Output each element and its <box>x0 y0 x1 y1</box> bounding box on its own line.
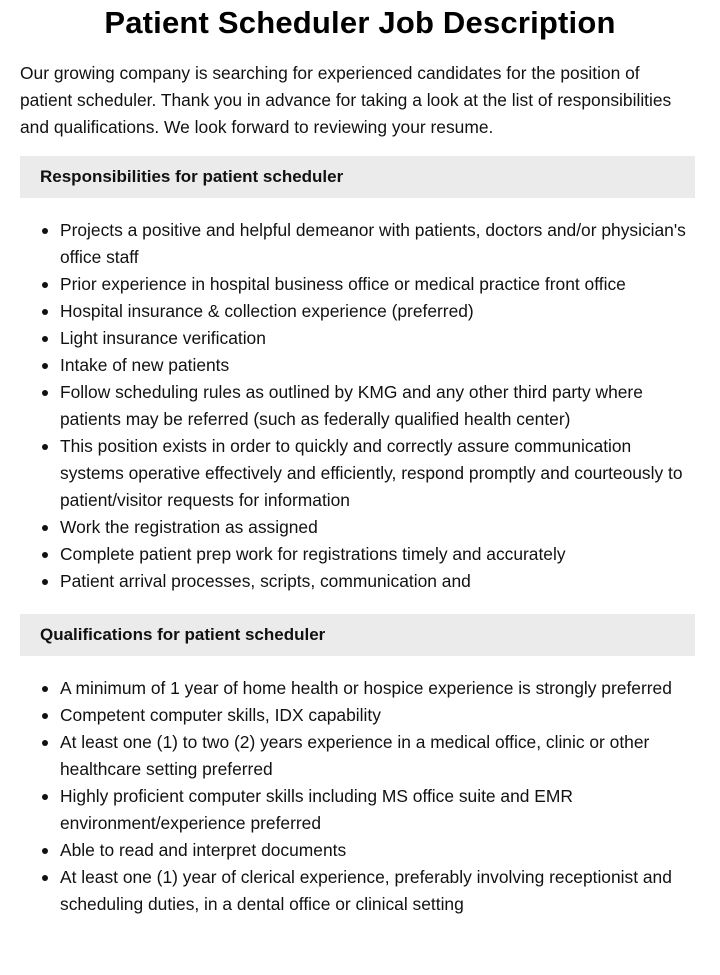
list-item: Complete patient prep work for registrations timely and accurately <box>20 541 695 568</box>
list-item: Patient arrival processes, scripts, communication and <box>20 568 695 595</box>
bullet-icon <box>42 848 48 854</box>
list-item: Intake of new patients <box>20 352 695 379</box>
bullet-icon <box>42 363 48 369</box>
bullet-icon <box>42 686 48 692</box>
list-item: Highly proficient computer skills including MS office suite and EMR environment/experience preferred <box>20 783 695 837</box>
bullet-icon <box>42 336 48 342</box>
bullet-icon <box>42 390 48 396</box>
qualifications-list <box>20 675 695 918</box>
responsibilities-header: Responsibilities for patient scheduler <box>20 156 695 198</box>
list-item: Work the registration as assigned <box>20 514 695 541</box>
list-item: This position exists in order to quickly and correctly assure communication systems operative effectively and efficiently, respond promptly and courteously to patient/visitor requests for information <box>20 433 695 514</box>
page-title: Patient Scheduler Job Description <box>104 5 616 40</box>
bullet-icon <box>42 282 48 288</box>
intro-paragraph: Our growing company is searching for experienced candidates for the position of patient scheduler. Thank you in advance for taking a look at the list of responsibilities and qualifications. We look forward to reviewing your resume. <box>20 63 672 137</box>
list-item: Prior experience in hospital business office or medical practice front office <box>20 271 695 298</box>
bullet-icon <box>42 552 48 558</box>
list-item: A minimum of 1 year of home health or hospice experience is strongly preferred <box>20 675 695 702</box>
qualifications-header: Qualifications for patient scheduler <box>20 614 695 656</box>
list-item: Able to read and interpret documents <box>20 837 695 864</box>
bullet-icon <box>42 875 48 881</box>
list-item: At least one (1) year of clerical experience, preferably involving receptionist and scheduling duties, in a dental office or clinical setting <box>20 864 695 918</box>
list-item: Competent computer skills, IDX capability <box>20 702 695 729</box>
bullet-icon <box>42 579 48 585</box>
list-item: Hospital insurance & collection experience (preferred) <box>20 298 695 325</box>
bullet-icon <box>42 309 48 315</box>
bullet-icon <box>42 525 48 531</box>
bullet-icon <box>42 794 48 800</box>
bullet-icon <box>42 713 48 719</box>
list-item: Projects a positive and helpful demeanor with patients, doctors and/or physician's office staff <box>20 217 695 271</box>
list-item: Follow scheduling rules as outlined by KMG and any other third party where patients may be referred (such as federally qualified health center) <box>20 379 695 433</box>
bullet-icon <box>42 228 48 234</box>
list-item: At least one (1) to two (2) years experience in a medical office, clinic or other healthcare setting preferred <box>20 729 695 783</box>
bullet-icon <box>42 444 48 450</box>
bullet-icon <box>42 740 48 746</box>
list-item: Light insurance verification <box>20 325 695 352</box>
responsibilities-list <box>20 217 695 595</box>
